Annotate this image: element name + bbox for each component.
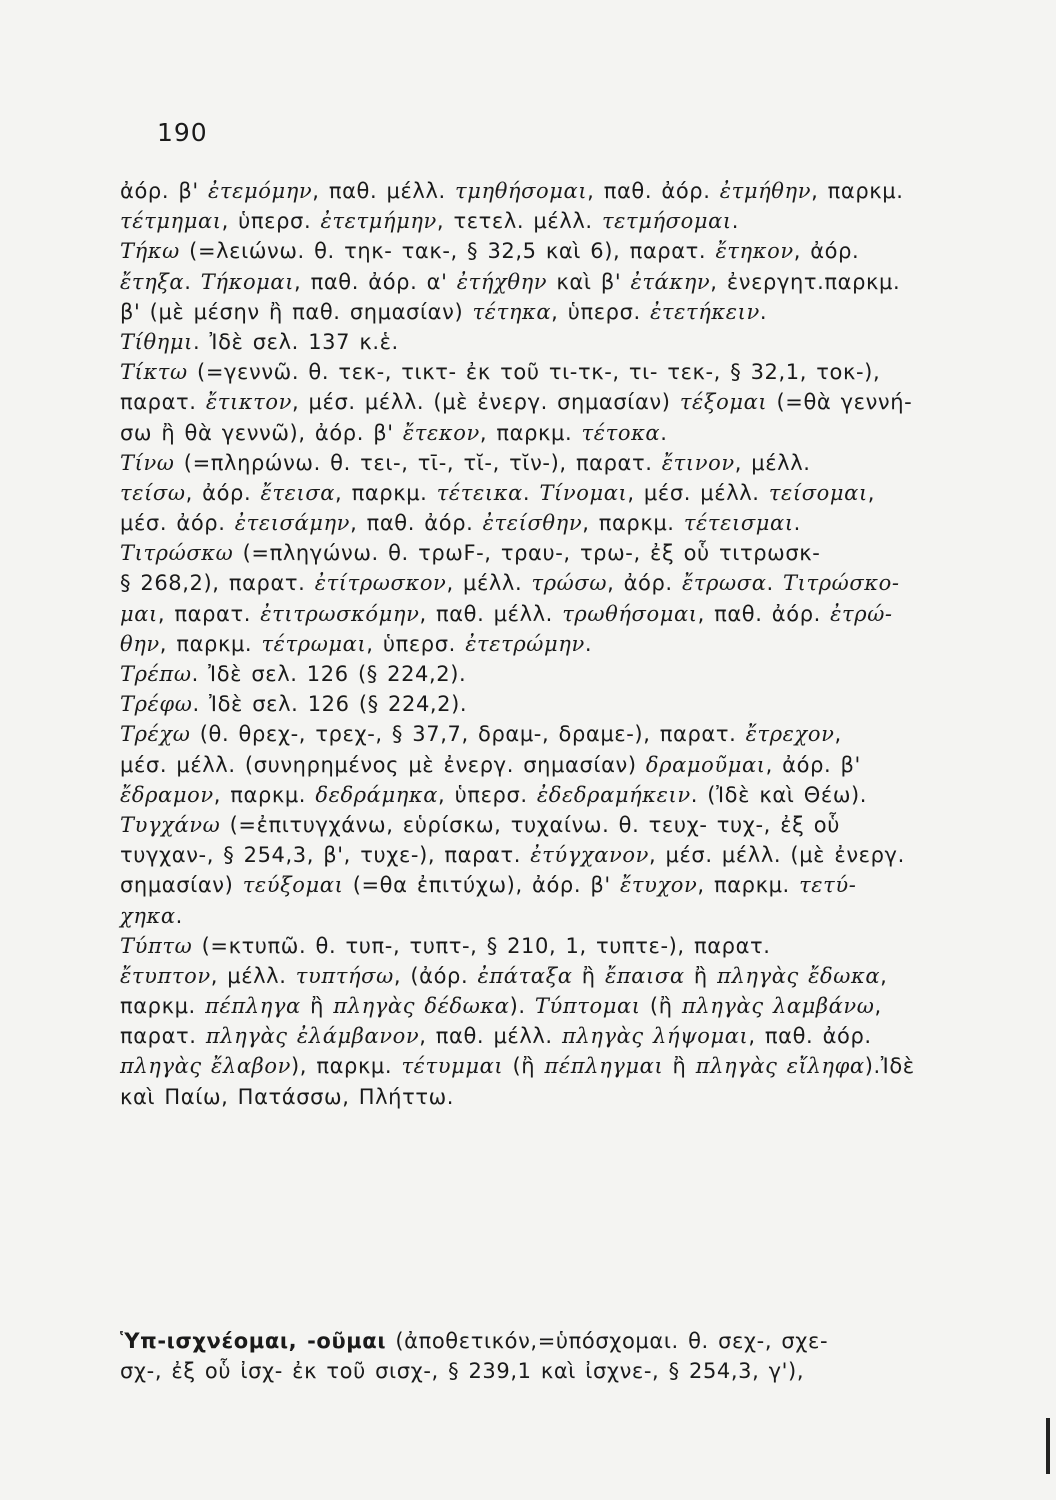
text-run: , μέλλ.	[210, 963, 296, 988]
next-entry-line	[120, 1326, 965, 1356]
italic-form: Τρέχω	[120, 722, 191, 747]
text-run: , ὑπερσ.	[438, 782, 537, 807]
text-line	[120, 870, 965, 900]
italic-form: ἔτρωσα	[682, 571, 767, 596]
italic-form: Τίθημι	[120, 329, 193, 354]
text-run: , μέσ. μέλλ. (μὲ ἐνεργ.	[648, 843, 905, 868]
italic-form: δραμοῦμαι	[645, 752, 766, 777]
text-run: καὶ β'	[547, 269, 631, 294]
italic-form: ἐτήχθην	[456, 269, 548, 294]
italic-form: ἔτηκον	[715, 239, 794, 264]
italic-form: πληγὰς λήψομαι	[562, 1024, 749, 1049]
text-line	[120, 961, 965, 991]
page-number: 190	[157, 118, 208, 147]
text-run: .	[522, 480, 540, 505]
italic-form: ἐτετρώμην	[465, 631, 585, 656]
text-run: , παθ. ἀόρ.	[587, 179, 720, 203]
italic-form: τείσομαι	[768, 480, 868, 505]
text-line	[120, 659, 965, 689]
italic-form: Τήκομαι	[200, 269, 295, 294]
text-run: ἢ	[300, 994, 334, 1019]
italic-form: Τυγχάνω	[120, 812, 221, 837]
text-line	[120, 689, 965, 719]
italic-form: ἐτείσθην	[482, 511, 583, 536]
text-run: , παθ. μέλλ.	[312, 179, 456, 203]
text-run: (=θὰ γεννή-	[767, 390, 913, 415]
italic-form: πληγὰς ἐλάμβανον	[205, 1024, 420, 1049]
italic-form: Τρέφω	[120, 692, 193, 717]
text-run: ,	[834, 722, 842, 747]
text-run: , παρκμ.	[582, 511, 684, 536]
text-run: , παθ. μέλλ.	[419, 1024, 562, 1049]
text-run: .	[793, 511, 801, 536]
italic-form: ἐτεμόμην	[208, 179, 313, 203]
italic-form: ἔτρεχον	[745, 722, 835, 747]
italic-form: Τήκω	[120, 239, 180, 264]
italic-form: Τιτρώσκο-	[783, 571, 900, 596]
text-run: (=πληγώνω. θ. τρωϜ-, τραυ-, τρω-, ἐξ οὗ τιτρωσκ-	[233, 541, 821, 566]
text-run: , παρκμ.	[159, 631, 262, 656]
italic-form: ἐτιτρωσκόμην	[260, 601, 420, 626]
italic-form: ἐτεισάμην	[234, 511, 351, 536]
italic-form: τείσω	[120, 480, 186, 505]
dictionary-entries	[120, 176, 965, 1112]
text-run: σω ἢ θὰ γεννῶ), ἀόρ. β'	[120, 420, 403, 445]
text-run: (ἢ	[640, 994, 682, 1019]
text-run: , μέλλ.	[734, 450, 811, 475]
text-run: . (Ἰδὲ καὶ Θέω).	[690, 782, 868, 807]
text-line	[120, 901, 965, 931]
text-run: ἢ	[663, 1054, 696, 1079]
text-line	[120, 599, 965, 629]
italic-form: τέξομαι	[679, 390, 768, 415]
italic-form: Τρέπω	[120, 662, 192, 686]
text-line	[120, 538, 965, 568]
italic-form: πληγὰς εἴληφα	[695, 1054, 865, 1079]
italic-form: πέπληγα	[205, 994, 301, 1019]
text-run: , παρκμ.	[811, 179, 904, 203]
text-run: , ἐνεργητ.παρκμ.	[710, 269, 901, 294]
italic-form: Τίνομαι	[539, 480, 628, 505]
text-run: (ἀποθετικόν,=ὑπόσχομαι. θ. σεχ-, σχε-	[386, 1329, 829, 1353]
italic-form: ἔτικτον	[205, 390, 292, 415]
text-run: σχ-, ἐξ οὗ ἰσχ- ἐκ τοῦ σισχ-, § 239,1 καὶ ἰσχνε-, § 254,3, γ'),	[120, 1359, 805, 1384]
italic-form: πληγὰς ἔδωκα	[717, 963, 881, 988]
text-run: , μέσ. μέλλ.	[627, 480, 769, 505]
italic-form: τετμήσομαι	[601, 209, 732, 234]
italic-form: ἐτρώ-	[830, 601, 893, 626]
italic-form: τέτυμμαι	[401, 1054, 504, 1079]
text-run: § 268,2), παρατ.	[120, 571, 315, 596]
italic-form: τέτρωμαι	[261, 631, 367, 656]
text-line	[120, 508, 965, 538]
text-run: , μέλλ.	[446, 571, 532, 596]
text-run: , ἀόρ.	[185, 480, 261, 505]
italic-form: τέτμημαι	[120, 209, 222, 234]
text-run: , παρκμ.	[335, 480, 437, 505]
text-run: , τετελ. μέλλ.	[436, 209, 602, 234]
text-line	[120, 991, 965, 1021]
italic-form: ἐδεδραμήκειν	[536, 782, 691, 807]
text-run: .	[660, 420, 668, 445]
scan-edge-mark	[1046, 1418, 1050, 1474]
italic-form: ἔτεισα	[260, 480, 336, 505]
text-line	[120, 1021, 965, 1051]
italic-form: ἐπάταξα	[477, 963, 573, 988]
text-run: . Ἰδὲ σελ. 137 κ.ἑ.	[192, 329, 399, 354]
text-run: μέσ. ἀόρ.	[120, 511, 235, 536]
text-run: , ἀόρ.	[793, 239, 860, 264]
italic-form: τετύ-	[799, 873, 857, 898]
text-run: , παρκμ.	[479, 420, 582, 445]
text-line	[120, 478, 965, 508]
text-run: . Ἰδὲ σελ. 126 (§ 224,2).	[191, 662, 467, 686]
text-run: , παρατ.	[157, 601, 261, 626]
italic-form: δεδράμηκα	[315, 782, 439, 807]
text-line	[120, 1051, 965, 1081]
italic-form: ἐτάκην	[630, 269, 711, 294]
italic-form: ἐτύγχανον	[530, 843, 649, 868]
italic-form: τρώσω	[531, 571, 608, 596]
text-run: , ὑπερσ.	[366, 631, 466, 656]
text-run: , παθ. ἀόρ.	[350, 511, 483, 536]
italic-form: Τύπτομαι	[534, 994, 641, 1019]
italic-form: ἔπαισα	[605, 963, 685, 988]
next-entry	[120, 1326, 965, 1386]
italic-form: ἐτετμήμην	[320, 209, 437, 234]
text-run: .	[731, 209, 740, 234]
text-line	[120, 357, 965, 387]
italic-form: πληγὰς λαμβάνω	[681, 994, 875, 1019]
text-run: ,	[880, 963, 888, 988]
text-run: τυγχαν-, § 254,3, β', τυχε-), παρατ.	[120, 843, 531, 868]
text-run: ἢ	[684, 963, 718, 988]
text-run: παρατ.	[120, 1024, 206, 1049]
italic-form: ἔτυχον	[620, 873, 698, 898]
text-run: ,	[867, 480, 876, 505]
text-run: (=κτυπῶ. θ. τυπ-, τυπτ-, § 210, 1, τυπτε-), παρατ.	[192, 933, 771, 958]
text-run: , παρκμ.	[213, 782, 316, 807]
text-run: (θ. θρεχ-, τρεχ-, § 37,7, δραμ-, δραμε-), παρατ.	[190, 722, 746, 747]
italic-form: τέτεισμαι	[683, 511, 794, 536]
italic-form: πέπληγμαι	[544, 1054, 664, 1079]
text-run: .	[184, 269, 201, 294]
text-run: , (ἀόρ.	[393, 963, 478, 988]
text-line	[120, 418, 965, 448]
text-run: ), παρκμ.	[290, 1054, 402, 1079]
text-run: ).	[509, 994, 535, 1019]
italic-form: τυπτήσω	[295, 963, 394, 988]
italic-form: ἔτυπτον	[120, 963, 211, 988]
text-run: ἢ	[572, 963, 605, 988]
italic-form: Τίνω	[120, 450, 175, 475]
text-run: (=ἐπιτυγχάνω, εὑρίσκω, τυχαίνω. θ. τευχ- τυχ-, ἐξ οὗ	[220, 812, 840, 837]
italic-form: τρωθήσομαι	[562, 601, 698, 626]
text-run: , ἀόρ. β'	[765, 752, 861, 777]
text-run: , παθ. μέλλ.	[419, 601, 563, 626]
italic-form: ἐτμήθην	[719, 179, 812, 203]
text-line	[120, 206, 965, 236]
text-run: , ὑπερσ.	[221, 209, 321, 234]
italic-form: χηκα	[120, 903, 176, 928]
text-run: , παθ. ἀόρ. α'	[294, 269, 457, 294]
text-run: ,	[874, 994, 882, 1019]
italic-form: τέτεικα	[436, 480, 523, 505]
text-run: σημασίαν)	[120, 873, 243, 898]
next-entry-line	[120, 1356, 965, 1386]
italic-form: ἔτινον	[661, 450, 735, 475]
text-line	[120, 387, 965, 417]
text-run: .	[175, 903, 183, 928]
text-run: (=πληρώνω. θ. τει-, τῑ-, τῐ-, τῐν-), παρατ.	[174, 450, 662, 475]
text-line	[120, 750, 965, 780]
italic-form: τμηθήσομαι	[455, 179, 588, 203]
text-run: (=θα ἐπιτύχω), ἀόρ. β'	[343, 873, 621, 898]
text-line	[120, 719, 965, 749]
italic-form: μαι	[120, 601, 158, 626]
text-run: (=λειώνω. θ. τηκ- τακ-, § 32,5 καὶ 6), παρατ.	[179, 239, 716, 264]
italic-form: τεύξομαι	[242, 873, 344, 898]
text-line	[120, 1082, 965, 1112]
text-run: , παθ. ἀόρ.	[748, 1024, 872, 1049]
text-run: παρκμ.	[120, 994, 206, 1019]
italic-form: Τύπτω	[120, 933, 193, 958]
text-run: .	[759, 299, 768, 324]
text-run: καὶ Παίω, Πατάσσω, Πλήττω.	[120, 1084, 455, 1109]
italic-form: ἐτίτρωσκον	[314, 571, 447, 596]
italic-form: ἔδραμον	[120, 782, 214, 807]
text-run: παρατ.	[120, 390, 206, 415]
text-run: .	[766, 571, 784, 596]
text-line	[120, 327, 965, 357]
text-line	[120, 810, 965, 840]
headword: Ὑπ-ισχνέομαι, -οῦμαι	[120, 1329, 387, 1353]
italic-form: θην	[120, 631, 160, 656]
italic-form: ἔτηξα	[120, 269, 185, 294]
text-line	[120, 176, 965, 206]
italic-form: τέτοκα	[581, 420, 661, 445]
text-line	[120, 629, 965, 659]
text-line	[120, 236, 965, 266]
text-line	[120, 267, 965, 297]
text-run: , ὑπερσ.	[551, 299, 651, 324]
text-line	[120, 448, 965, 478]
text-line	[120, 297, 965, 327]
text-run: .	[584, 631, 593, 656]
text-line	[120, 780, 965, 810]
italic-form: πληγὰς δέδωκα	[333, 994, 510, 1019]
text-line	[120, 840, 965, 870]
text-run: ).Ἰδὲ	[864, 1054, 915, 1079]
italic-form: ἔτεκον	[402, 420, 480, 445]
text-run: μέσ. μέλλ. (συνηρημένος μὲ ἐνεργ. σημασίαν)	[120, 752, 646, 777]
text-run: , παθ. ἀόρ.	[697, 601, 831, 626]
text-line	[120, 931, 965, 961]
text-run: ἀόρ. β'	[120, 179, 209, 203]
text-run: , μέσ. μέλλ. (μὲ ἐνεργ. σημασίαν)	[291, 390, 680, 415]
italic-form: Τιτρώσκω	[120, 541, 234, 566]
text-run: (=γεννῶ. θ. τεκ-, τικτ- ἐκ τοῦ τι-τκ-, τι- τεκ-, § 32,1, τοκ-),	[187, 360, 881, 385]
text-run: . Ἰδὲ σελ. 126 (§ 224,2).	[192, 692, 468, 717]
italic-form: ἐτετήκειν	[650, 299, 760, 324]
text-line	[120, 568, 965, 598]
text-run: , παρκμ.	[697, 873, 800, 898]
italic-form: πληγὰς ἔλαβον	[120, 1054, 291, 1079]
text-run: β' (μὲ μέσην ἢ παθ. σημασίαν)	[120, 299, 473, 324]
italic-form: τέτηκα	[472, 299, 552, 324]
italic-form: Τίκτω	[120, 360, 188, 385]
text-run: (ἢ	[503, 1054, 545, 1079]
text-run: , ἀόρ.	[607, 571, 682, 596]
